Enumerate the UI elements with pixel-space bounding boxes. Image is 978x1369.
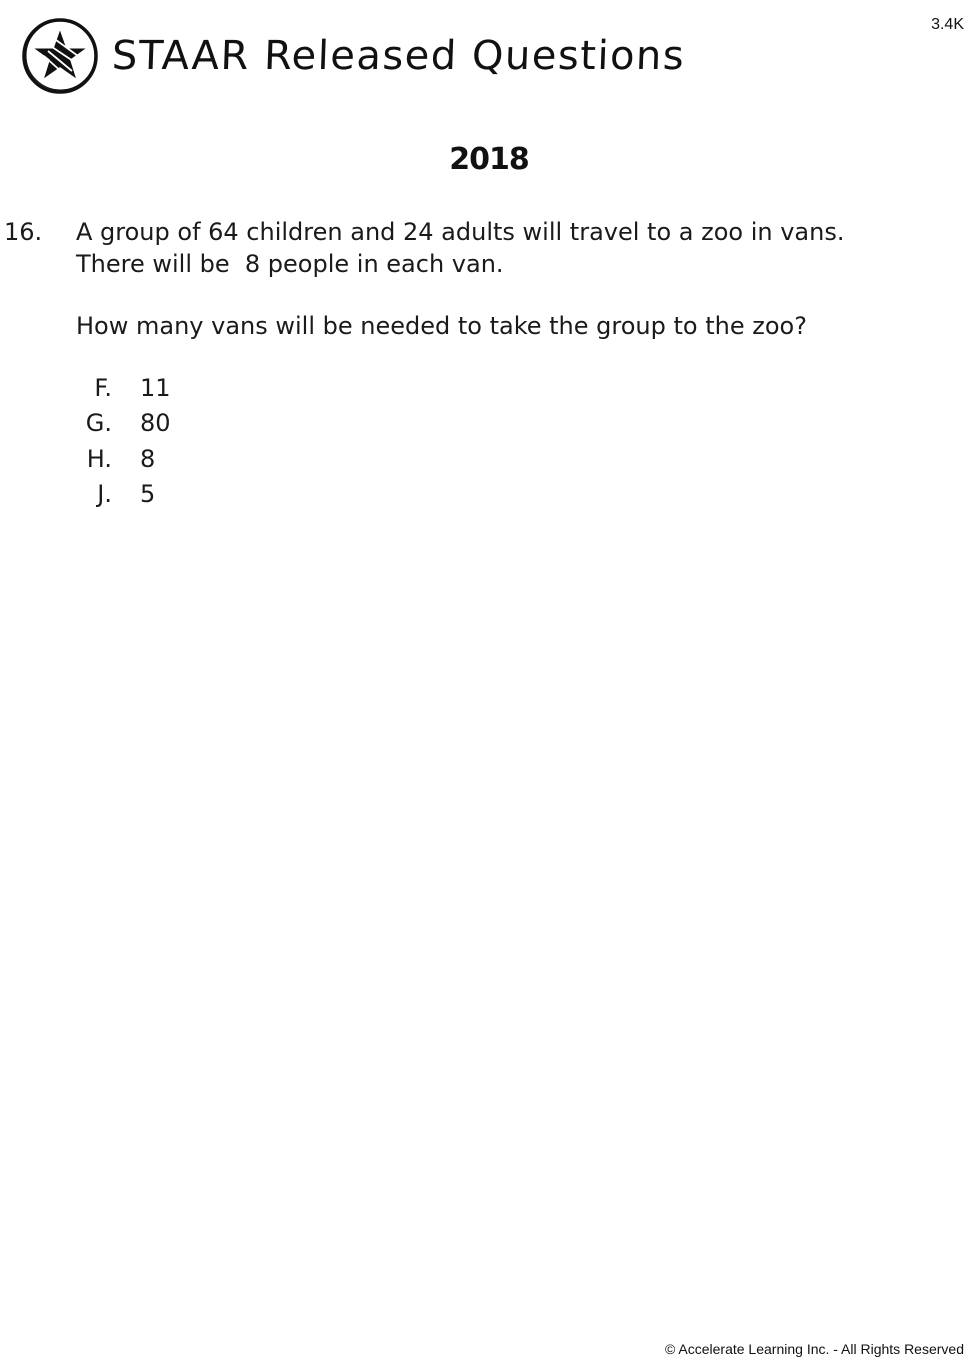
question-number: 16.: [4, 218, 43, 246]
question-prompt: How many vans will be needed to take the group to the zoo?: [76, 312, 807, 340]
choice-value: 11: [140, 373, 171, 402]
choice-value: 8: [140, 444, 156, 473]
header: [20, 16, 685, 96]
copyright-footer: © Accelerate Learning Inc. - All Rights Reserved: [664, 1341, 964, 1357]
question-text-line-2: There will be 8 people in each van.: [76, 250, 504, 278]
year-heading: 2018: [449, 142, 529, 177]
choice-letter: G.: [85, 409, 112, 438]
question-text-line-1: A group of 64 children and 24 adults will travel to a zoo in vans.: [76, 218, 845, 246]
choice-value: 80: [140, 409, 171, 438]
answer-choice-h[interactable]: [76, 441, 171, 477]
answer-choice-g[interactable]: [76, 406, 171, 442]
answer-choice-j[interactable]: [76, 477, 171, 513]
standard-code: 3.4K: [931, 16, 964, 33]
answer-choice-f[interactable]: [76, 370, 171, 406]
choice-letter: F.: [94, 373, 112, 402]
star-circle-logo-icon: [20, 16, 100, 96]
question-body: [76, 216, 956, 342]
answer-choices: [76, 370, 171, 512]
choice-value: 5: [140, 480, 156, 509]
choice-letter: J.: [97, 480, 112, 509]
choice-letter: H.: [86, 444, 112, 473]
page-header-title: STAAR Released Questions: [111, 33, 687, 79]
